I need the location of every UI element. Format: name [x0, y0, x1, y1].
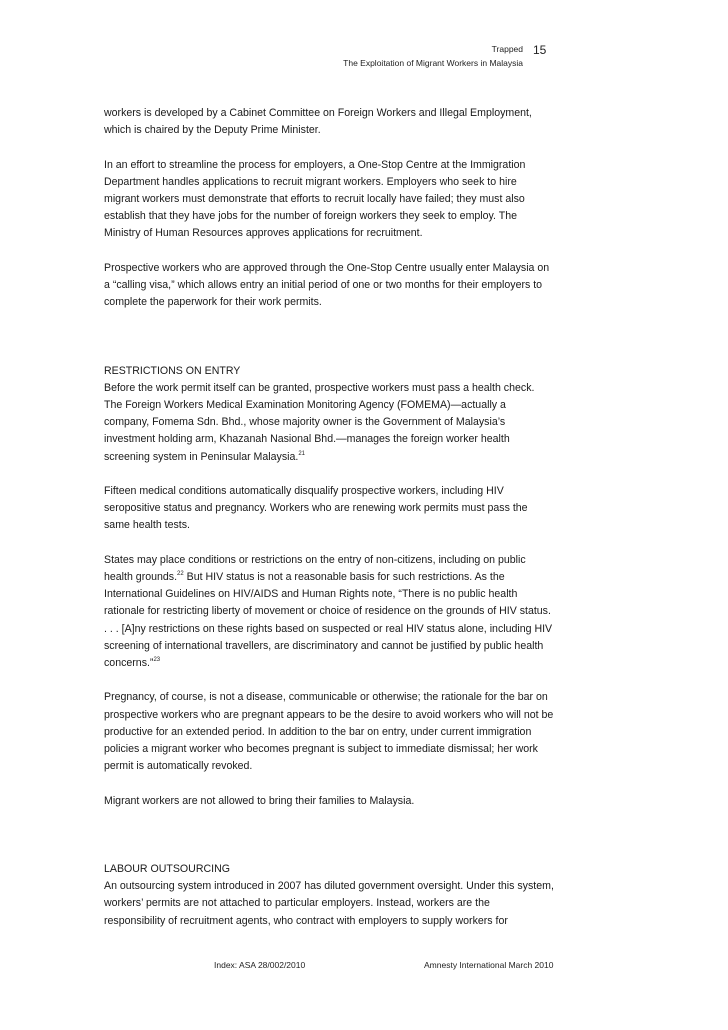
footnote-ref[interactable]: 21: [298, 450, 305, 457]
paragraph: [104, 380, 554, 466]
page-number: 15: [533, 43, 547, 57]
paragraph: workers is developed by a Cabinet Committee on Foreign Workers and Illegal Employment, which is chaired by the Deputy Prime Minister.: [104, 107, 532, 137]
paragraph-text: States may place conditions or restrictions on the entry of non-citizens, including on public health grounds.: [104, 553, 526, 583]
paragraph: Migrant workers are not allowed to bring their families to Malaysia.: [104, 794, 415, 807]
section-spacer: [104, 329, 554, 363]
paragraph: Pregnancy, of course, is not a disease, communicable or otherwise; the rationale for the bar on prospective workers who are pregnant appears to be the desire to avoid workers who will not be productive for an extended period. In addition to the bar on entry, under current immigration policies a migrant worker who becomes pregnant is subject to immediate dismissal; her work permit is automatically revoked.: [104, 691, 554, 773]
section-heading-outsourcing: LABOUR OUTSOURCING: [104, 863, 230, 875]
paragraph: [104, 552, 554, 672]
paragraph: Prospective workers who are approved through the One-Stop Centre usually enter Malaysia on a “calling visa,” which allows entry an initial period of one or two months for their employers to complete the paperwork for their work permits.: [104, 261, 550, 309]
section-spacer: [104, 827, 554, 861]
header-subtitle: The Exploitation of Migrant Workers in Malaysia: [343, 58, 523, 68]
paragraph-text: Before the work permit itself can be granted, prospective workers must pass a health check. The Foreign Workers Medical Examination Monitoring Agency (FOMEMA)—actually a company, Fomema Sdn. Bhd., whose majority owner is the Government of Malaysia’s investment holding arm, Khazanah Nasional Bhd.—manages the foreign worker health screening system in Peninsular Malaysia.: [104, 381, 535, 463]
footnote-ref[interactable]: 23: [153, 657, 161, 664]
page-body: [104, 105, 554, 947]
footer-publisher: Amnesty International March 2010: [424, 960, 554, 970]
header-title: Trapped: [491, 44, 523, 54]
paragraph: In an effort to streamline the process for employers, a One-Stop Centre at the Immigration Department handles applications to recruit migrant workers. Employers who seek to hire migrant workers must demonstrate that efforts to recruit locally have failed; they must also establish that they have jobs for the number of foreign workers they seek to employ. The Ministry of Human Resources approves applications for recruitment.: [104, 158, 526, 240]
section-heading-restrictions: RESTRICTIONS ON ENTRY: [104, 364, 241, 377]
footnote-ref[interactable]: 22: [177, 571, 184, 577]
footer-index: Index: ASA 28/002/2010: [214, 960, 306, 970]
running-header: [343, 42, 523, 70]
paragraph-text: But HIV status is not a reasonable basis for such restrictions. As the International Guidelines on HIV/AIDS and Human Rights note, “There is no public health rationale for restricting liberty of movement or choice of residence on the grounds of HIV status. . . . [A]ny restrictions on these rights based on suspected or real HIV status alone, including HIV screening of international travellers, are discriminatory and cannot be justified by public health concerns.”: [104, 571, 553, 670]
paragraph: Fifteen medical conditions automatically disqualify prospective workers, including HIV seropositive status and pregnancy. Workers who are renewing work permits must pass the same health tests.: [104, 485, 528, 532]
paragraph: An outsourcing system introduced in 2007 has diluted government oversight. Under this system, workers’ permits are not attached to particular employers. Instead, workers are the responsibility of recruitment agents, who contract with employers to supply workers for: [104, 880, 554, 927]
